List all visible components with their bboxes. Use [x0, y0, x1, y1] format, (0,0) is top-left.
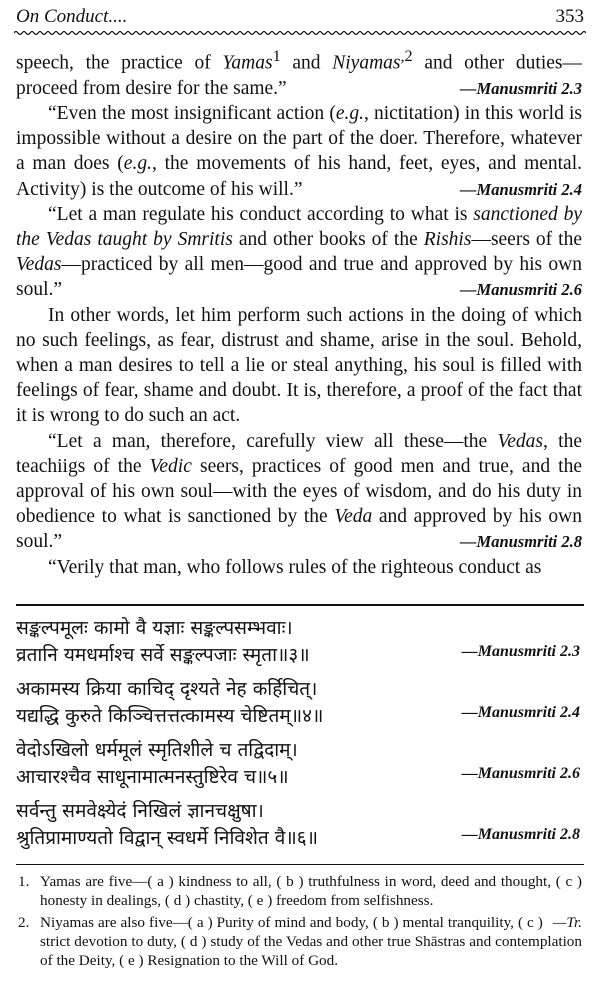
paragraph [16, 429, 582, 555]
verse-line: अकामस्य क्रिया काचिद् दृश्यते नेह कर्हिचित्। [16, 678, 318, 700]
verse-block [16, 736, 584, 790]
paragraph: In other words, let him perform such actions in the doing of which no such feelings, as fear, distrust and shame, arise in the soul. Behold, when a man desires to tell a lie or steal anything, his soul is filled with feelings of fear, shame and doubt. It is, therefore, a proof of the fact that it is wrong to do such an act. [16, 304, 582, 427]
italic-term: e.g. [123, 153, 152, 175]
text-run: “Let a man regulate his conduct according to what is [48, 203, 474, 225]
paragraph [16, 202, 582, 303]
italic-term: e.g. [335, 102, 364, 124]
footnote-ref: ,2 [400, 47, 413, 65]
citation: —Manusmriti 2.6 [460, 280, 582, 300]
footnote-number: 2. [18, 914, 30, 931]
paragraph [16, 44, 582, 101]
sanskrit-verses [16, 614, 584, 858]
text-run: , nictitation) in this world is impossible without a desire on the part of the doer. Therefore, whatever a man does ( [16, 102, 582, 175]
italic-term: sanctioned by the Vedas taught by Smritis [16, 203, 583, 250]
text-run: seers, practices of good men and true, and the approval of his own soul—with the eyes of wisdom, and do his duty in obedience to what is sanctioned by the [16, 455, 582, 528]
verse-line: सर्वन्तु समवेक्ष्येदं निखिलं ज्ञानचक्षुषा। [16, 800, 264, 822]
section-rule [16, 604, 584, 606]
translator-note: —Tr. [552, 914, 582, 931]
italic-term: Rishis [423, 228, 472, 250]
italic-term: Vedas [16, 254, 62, 276]
chapter-title: On Conduct.... [16, 6, 128, 27]
main-text [16, 44, 582, 580]
citation: —Manusmriti 2.3 [460, 78, 582, 98]
verse-citation: —Manusmriti 2.3 [461, 643, 580, 660]
italic-term: Niyamas [332, 52, 401, 74]
text-run: and [280, 52, 333, 74]
footnote-rule [16, 864, 584, 865]
text-run: “Let a man, therefore, carefully view all these—the [48, 430, 498, 452]
text-run: and approved by his own soul.” [16, 506, 582, 553]
footnote [16, 913, 582, 970]
verse-block [16, 675, 584, 729]
verse-line: आचारश्चैव साधूनामात्मनस्तुष्टिरेव च॥५॥ [16, 766, 289, 788]
running-header [16, 6, 584, 30]
footnote-number: 1. [18, 873, 30, 890]
footnote-text: Yamas are five—( a ) kindness to all, ( b ) truthfulness in word, deed and thought, ( c ) honesty in dealings, ( d ) chastity, ( e ) freedom from selfishness. [40, 873, 582, 909]
verse-line: व्रतानि यमधर्माश्च सर्वे सङ्कल्पजाः स्मृता॥३॥ [16, 644, 310, 666]
italic-term: Yamas [222, 52, 273, 74]
text-run: and other duties—proceed from desire for the same.” [16, 52, 582, 99]
italic-term: Vedic [149, 455, 192, 477]
verse-citation: —Manusmriti 2.4 [461, 704, 580, 721]
footnote-ref: 1 [272, 47, 281, 65]
paragraph: “Verily that man, who follows rules of the righteous conduct as [48, 556, 542, 578]
text-run: and other books of the [232, 228, 424, 250]
italic-term: Veda [334, 506, 373, 528]
verse-citation: —Manusmriti 2.8 [461, 826, 580, 843]
text-run: , the teachiigs of the [16, 430, 582, 477]
verse-line: सङ्कल्पमूलः कामो वै यज्ञाः सङ्कल्पसम्भवाः। [16, 617, 293, 639]
verse-block [16, 797, 584, 851]
footnotes [16, 872, 582, 973]
footnote [16, 872, 582, 910]
footnote-text: Niyamas are also five—( a ) Purity of mind and body, ( b ) mental tranquility, ( c ) strict devotion to duty, ( d ) study of the Vedas and other true Shāstras and contemplation of the Deity, ( e ) Resignation to the Will of God. [40, 914, 582, 969]
text-run: —seers of the [471, 228, 582, 250]
verse-line: श्रुतिप्रामाण्यतो विद्वान् स्वधर्मे निविशेत वै॥६॥ [16, 827, 318, 849]
wavy-divider [14, 30, 586, 36]
italic-term: Vedas [497, 430, 543, 452]
text-run: —practiced by all men—good and true and approved by his own soul.” [16, 254, 582, 301]
citation: —Manusmriti 2.8 [460, 532, 582, 552]
paragraph [16, 101, 582, 202]
page-number: 353 [555, 6, 584, 27]
verse-citation: —Manusmriti 2.6 [461, 765, 580, 782]
text-run: “Even the most insignificant action ( [48, 102, 336, 124]
verse-line: यद्यद्धि कुरुते किञ्चित्तत्तत्कामस्य चेष्टितम्॥४॥ [16, 705, 324, 727]
text-run: , the movements of his hand, feet, eyes, and mental. Activity) is the outcome of his will.” [16, 153, 583, 200]
verse-line: वेदोऽखिलो धर्ममूलं स्मृतिशीले च तद्विदाम्। [16, 739, 298, 761]
citation: —Manusmriti 2.4 [460, 179, 582, 199]
verse-block [16, 614, 584, 668]
text-run: speech, the practice of [16, 52, 223, 74]
